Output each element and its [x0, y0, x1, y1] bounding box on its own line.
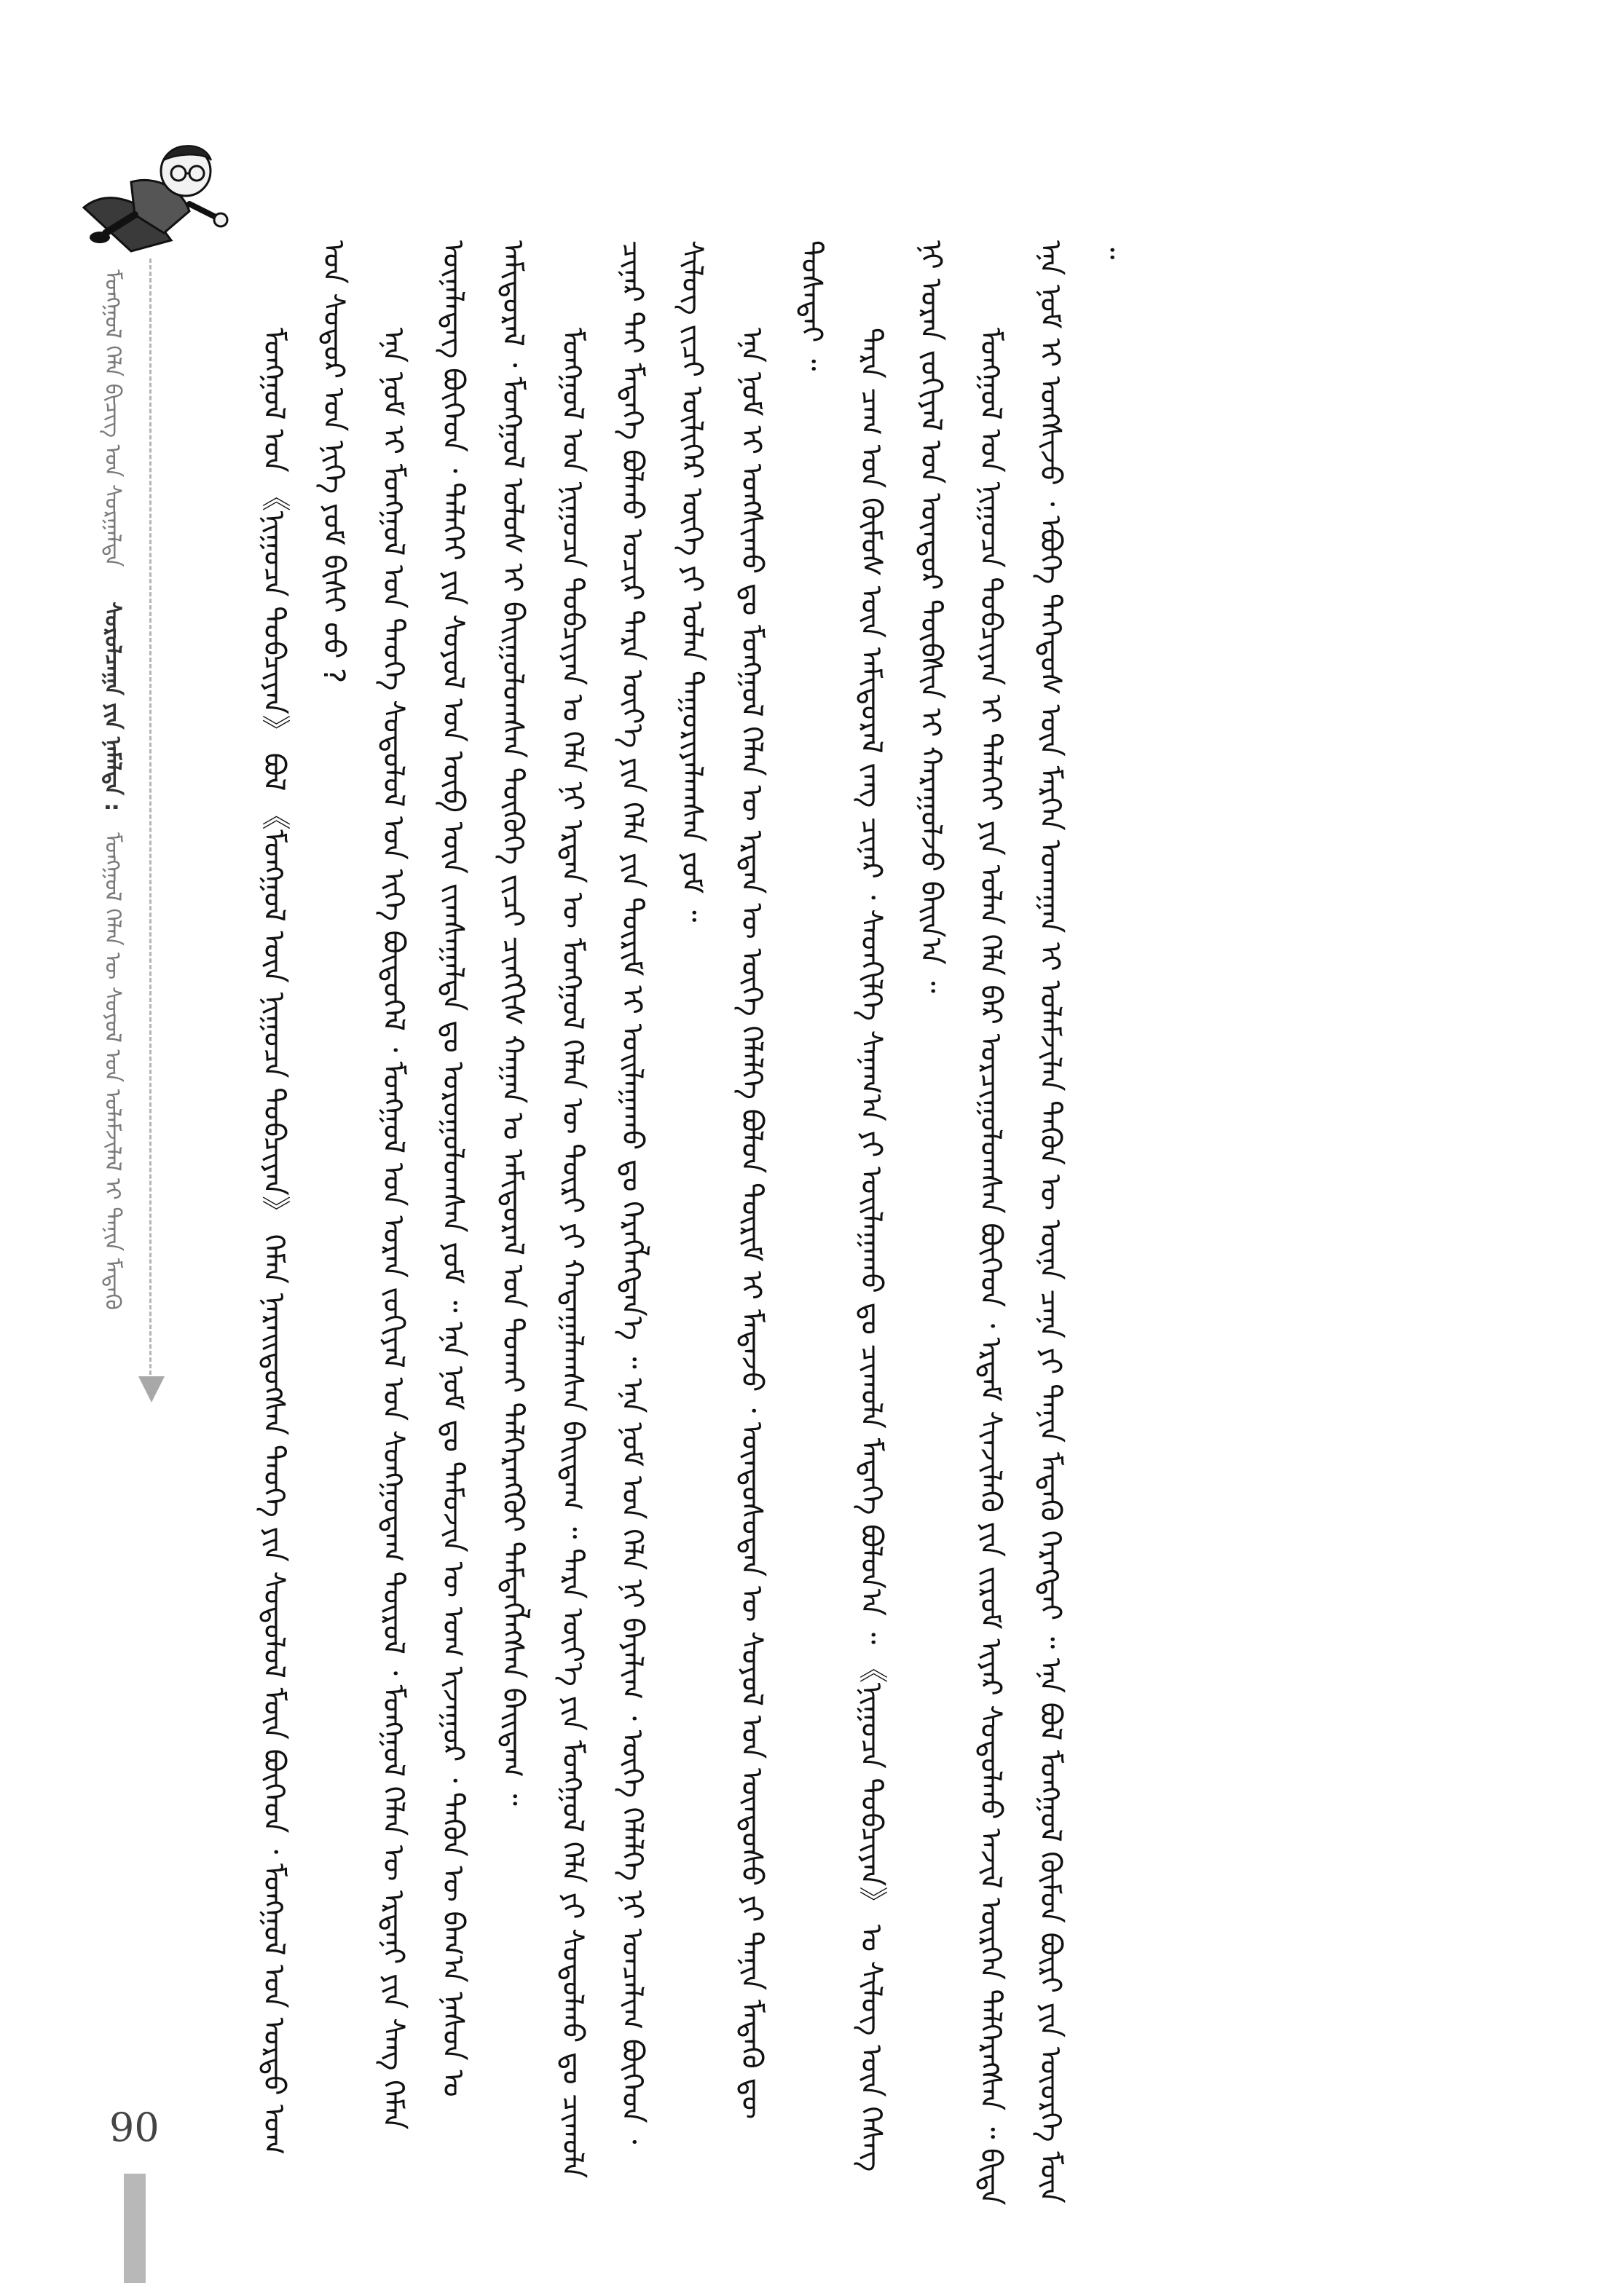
reading-boy-mascot-icon — [62, 131, 229, 255]
paragraph: ᠡᠨᠡ ᠨᠣᠮ ᠢ ᠮᠣᠩᠭᠣᠯ ᠤᠨ ᠲᠡᠦᠬᠡ ᠰᠤᠳᠤᠯᠤᠯ ᠤᠨ ᠢᠬᠡ ᠪᠦᠲᠦᠭᠡᠯ ᠂ ᠮᠣᠩᠭᠣᠯ ᠤᠨ ᠤᠷᠠᠨ ᠵᠣᠬᠢᠶᠠᠯ ᠤᠨ ᠰᠣᠩᠭᠣᠳᠠᠭ ᠲᠦᠷᠦᠯ ᠂ ᠮᠣᠩᠭᠣᠯ ᠬᠡᠯᠡᠨ ᠦ ᠡᠷᠳᠡᠨᠢ ᠶᠢᠨ ᠰᠠᠩ ᠬᠡᠮᠡᠨ ᠦᠨᠡᠯᠡᠳᠡᠭ ᠪᠥᠭᠡᠳ ᠂ ᠳᠡᠯᠡᠬᠡᠢ ᠶᠢᠨ ᠰᠣᠶᠣᠯ ᠤᠨ ᠥᠪ ᠦᠨ ᠵᠢᠭᠰᠠᠭᠠᠯᠲᠠ ᠳᠤ ᠣᠷᠤᠭᠤᠯᠤᠭᠰᠠᠨ ᠶᠤᠮ ᠃ ᠡᠨᠡ ᠨᠣᠮ ᠳᠤ ᠲᠡᠮᠦᠵᠢᠨ ᠦ ᠤᠭ ᠢᠵᠠᠭᠤᠷ ᠂ ᠲᠡᠭᠦᠨ ᠦ ᠪᠠᠭ᠎ᠠ ᠨᠠᠰᠤᠨ ᠤ ᠠᠮᠢᠳᠤᠷᠠᠯ ᠂ ᠮᠣᠩᠭᠣᠯ ᠤᠯᠤᠰ ᠢ ᠪᠠᠢᠭᠤᠯᠤᠭᠰᠠᠨ ᠲᠦᠭᠦᠬᠡ ᠵᠢᠴᠢ ᠴᠢᠩᠭᠢᠰ ᠬᠠᠭᠠᠨ ᠤ ᠠᠮᠢᠳᠤᠷᠠᠯ ᠤᠨ ᠲᠤᠬᠠᠢ ᠳᠡᠯᠭᠡᠷᠡᠩᠭᠦᠢ ᠲᠡᠮᠳᠡᠭᠯᠡᠭᠰᠡᠨ ᠪᠠᠢᠳᠠᠭ ᠃ — [377, 240, 530, 2130]
play-triangle-icon — [138, 1376, 165, 1403]
paragraph: ᠮᠣᠩᠭᠣᠯ ᠤᠨ ᠨᠢᠭᠤᠴᠠ ᠲᠣᠪᠴᠢᠶᠠᠨ ᠢ ᠳᠡᠯᠡᠬᠡᠢ ᠶᠢᠨ ᠣᠯᠠᠨ ᠬᠡᠯᠡ ᠪᠡᠷ ᠣᠷᠴᠢᠭᠤᠯᠤᠭᠰᠠᠨ ᠪᠥᠭᠡᠳ ᠂ ᠡᠷᠳᠡᠮ ᠰᠢᠨᠵᠢᠯᠡᠬᠦ ᠶᠢᠨ ᠵᠢᠷᠤᠮ ᠢᠶᠠᠷ ᠰᠤᠳᠤᠯᠬᠤ ᠠᠵᠢᠯ ᠥᠷᠭᠡᠨ ᠳᠡᠯᠭᠡᠷᠡᠭᠰᠡᠨ ᠃ ᠪᠢᠳᠡ ᠡᠨᠡ ᠨᠣᠮ ᠢ ᠤᠩᠰᠢᠵᠤ ᠂ ᠡᠪᠦᠭᠡ ᠳᠡᠭᠡᠳᠦᠰ ᠦᠨ ᠮᠡᠷᠭᠡᠨ ᠤᠬᠠᠭᠠᠨ ᠢ ᠤᠯᠠᠮᠵᠢᠯᠠᠨ ᠲᠡᠭᠦᠨ ᠦ ᠦᠨᠡ ᠴᠡᠨᠡ ᠶᠢ ᠲᠠᠨᠢᠨ ᠮᠡᠳᠡᠬᠦ ᠬᠡᠷᠡᠭᠲᠡᠢ ᠃ ᠡᠨᠡ ᠪᠣᠯ ᠮᠣᠩᠭᠣᠯ ᠬᠦᠮᠦᠨ ᠪᠦᠷᠢ ᠶᠢᠨ ᠦᠦᠷᠭᠡ ᠮᠥᠨ ᠃ — [974, 240, 1127, 2206]
header-dashed-divider — [149, 259, 152, 1394]
body-text — [244, 240, 1566, 2206]
paragraph: ᠮᠣᠩᠭᠣᠯ ᠤᠨ 《ᠨᠢᠭᠤᠴᠠ ᠲᠣᠪᠴᠢᠶᠠᠨ》 ᠪᠣᠯ 《ᠮᠣᠩᠭᠣᠯ ᠦᠨ ᠨᠢᠭᠤᠴᠠ ᠲᠣᠪᠴᠢᠶᠠᠨ》 ᠬᠡᠮᠡᠨ ᠨᠡᠷᠡᠢᠳᠦᠭᠰᠡᠨ ᠲᠡᠦᠬᠡ ᠶᠢᠨ ᠰᠤᠳᠤᠯᠤᠯ ᠮᠥᠨ ᠪᠥᠭᠡᠳ ᠂ ᠮᠣᠩᠭᠣᠯ ᠤᠨ ᠤᠷᠳᠤ ᠤᠭ ᠤᠨ ᠰᠤᠳᠤᠷ ᠤᠨ ᠨᠢᠭᠡ ᠶᠤᠮ ᠪᠢᠰᠢ ᠦᠦ ? — [257, 240, 350, 2155]
paragraph: ᠡᠨᠡ ᠨᠣᠮ ᠢ ᠤᠩᠰᠢᠬᠤ ᠳᠤ ᠮᠣᠩᠭᠣᠯ ᠬᠡᠯᠡᠨ ᠦ ᠡᠷᠲᠡᠨ ᠦ ᠦᠭᠡ ᠬᠡᠯᠡᠯᠭᠡ ᠪᠣᠯᠣᠨ ᠳᠦᠷᠢᠮ ᠢ ᠮᠡᠳᠡᠵᠦ ᠂ ᠦᠨᠳᠦᠰᠦᠲᠡᠨ ᠦ ᠰᠣᠶᠣᠯ ᠤᠨ ᠦᠨᠳᠦᠰᠦ ᠶᠢ ᠲᠠᠨᠢᠨ ᠮᠡᠳᠡᠬᠦ ᠳᠦ ᠲᠤᠰᠠᠲᠠᠢ ᠃ — [735, 240, 828, 2120]
page-number: 90 — [109, 2104, 160, 2150]
running-head-title: ᠮᠣᠩᠭᠣᠯ ᠬᠡᠯᠡ ᠪᠢᠴᠢᠭ᠌ ᠤᠨ ᠰᠤᠷᠭᠠᠯᠲᠠ — [100, 269, 125, 567]
running-head — [93, 269, 132, 1310]
running-head-subtitle: ᠮᠣᠩᠭᠣᠯ ᠬᠡᠯᠡᠨ ᠦ ᠰᠣᠶᠣᠯ ᠤᠨ ᠤᠯᠠᠮᠵᠢᠯᠠᠯ ᠢ ᠲᠠᠨᠢᠨ ᠮᠡᠳᠡᠬᠦ — [100, 832, 125, 1310]
paragraph: ᠮᠣᠩᠭᠣᠯ ᠤᠨ ᠨᠢᠭᠤᠴᠠ ᠲᠣᠪᠴᠢᠶᠠᠨ ᠤ ᠬᠡᠯᠡ ᠨᠢ ᠡᠷᠲᠡᠨ ᠦ ᠮᠣᠩᠭᠣᠯ ᠬᠡᠯᠡᠨ ᠦ ᠳᠦᠷᠢ ᠶᠢ ᠬᠠᠳᠠᠭᠠᠯᠠᠭᠰᠠᠨ ᠪᠠᠢᠳᠠᠭ ᠃ ᠲᠡᠷᠡ ᠦᠶ᠎ᠡ ᠶᠢᠨ ᠮᠣᠩᠭᠣᠯ ᠬᠡᠯᠡ ᠶᠢ ᠰᠤᠳᠤᠯᠬᠤ ᠳᠤ ᠴᠢᠬᠤᠯᠠ ᠴᠢᠨᠠᠷ ᠲᠠᠢ ᠮᠡᠳᠡᠭᠡ ᠪᠣᠯᠬᠤ ᠤᠴᠢᠷ ᠲᠡᠷᠡ ᠦᠶ᠎ᠡ ᠶᠢᠨ ᠬᠡᠯᠡ ᠶᠢᠨ ᠳᠦᠷᠢᠮ ᠢ ᠣᠢᠯᠠᠭᠠᠬᠤ ᠳᠤ ᠬᠡᠷᠡᠭᠯᠡᠭᠳᠡᠨ᠎ᠡ ᠃ ᠡᠨᠡ ᠨᠣᠮ ᠤᠨ ᠬᠡᠯᠡ ᠨᠢ ᠪᠠᠶᠠᠯᠢᠭ ᠂ ᠦᠭᠡ ᠬᠡᠯᠡᠯᠭᠡ ᠨᠢ ᠣᠨᠴᠠᠯᠢᠭ ᠪᠥᠭᠡᠳ ᠂ ᠰᠢᠯᠦᠭ ᠵᠢᠴᠢ ᠦᠯᠢᠭᠡᠷ ᠦᠭᠡ ᠶᠢ ᠣᠯᠠᠨ ᠳᠠᠭᠤᠷᠢᠶᠠᠯᠠᠭᠰᠠᠨ ᠶᠤᠮ ᠃ — [556, 240, 709, 2179]
running-head-label: ᠰᠤᠷᠤᠯᠴᠠᠭᠠ ᠶᠢᠨ ᠨᠡᠮᠡᠯᠲᠡ : — [100, 601, 125, 812]
paragraph: ᠲᠡᠷᠡ ᠴᠠᠭ ᠤᠨ ᠬᠦᠮᠦᠰ ᠦᠨ ᠠᠮᠢᠳᠤᠷᠠᠯ ᠵᠠᠩ ᠴᠢᠨᠠᠷ ᠂ ᠰᠡᠳᠬᠢᠯᠭᠡ ᠰᠠᠨᠠᠭ᠎ᠠ ᠶᠢ ᠣᠢᠯᠠᠭᠠᠬᠤ ᠳᠤ ᠴᠢᠬᠤᠯᠠ ᠮᠡᠳᠡᠭᠡ ᠪᠣᠯᠣᠨ᠎ᠠ ᠃ 《ᠨᠢᠭᠤᠴᠠ ᠲᠣᠪᠴᠢᠶᠠᠨ》 ᠤ ᠰᠢᠯᠦᠭ ᠦᠨ ᠬᠡᠰᠡᠭ ᠨᠢ ᠤᠷᠠᠨ ᠵᠣᠬᠢᠶᠠᠯ ᠤᠨ ᠥᠨᠳᠥᠷ ᠲᠦᠪᠰᠢᠨ ᠢ ᠬᠠᠷᠠᠭᠤᠯᠵᠤ ᠪᠠᠢᠨ᠎ᠠ ᠃ — [854, 240, 948, 2172]
page-edge-tab — [124, 2174, 146, 2283]
